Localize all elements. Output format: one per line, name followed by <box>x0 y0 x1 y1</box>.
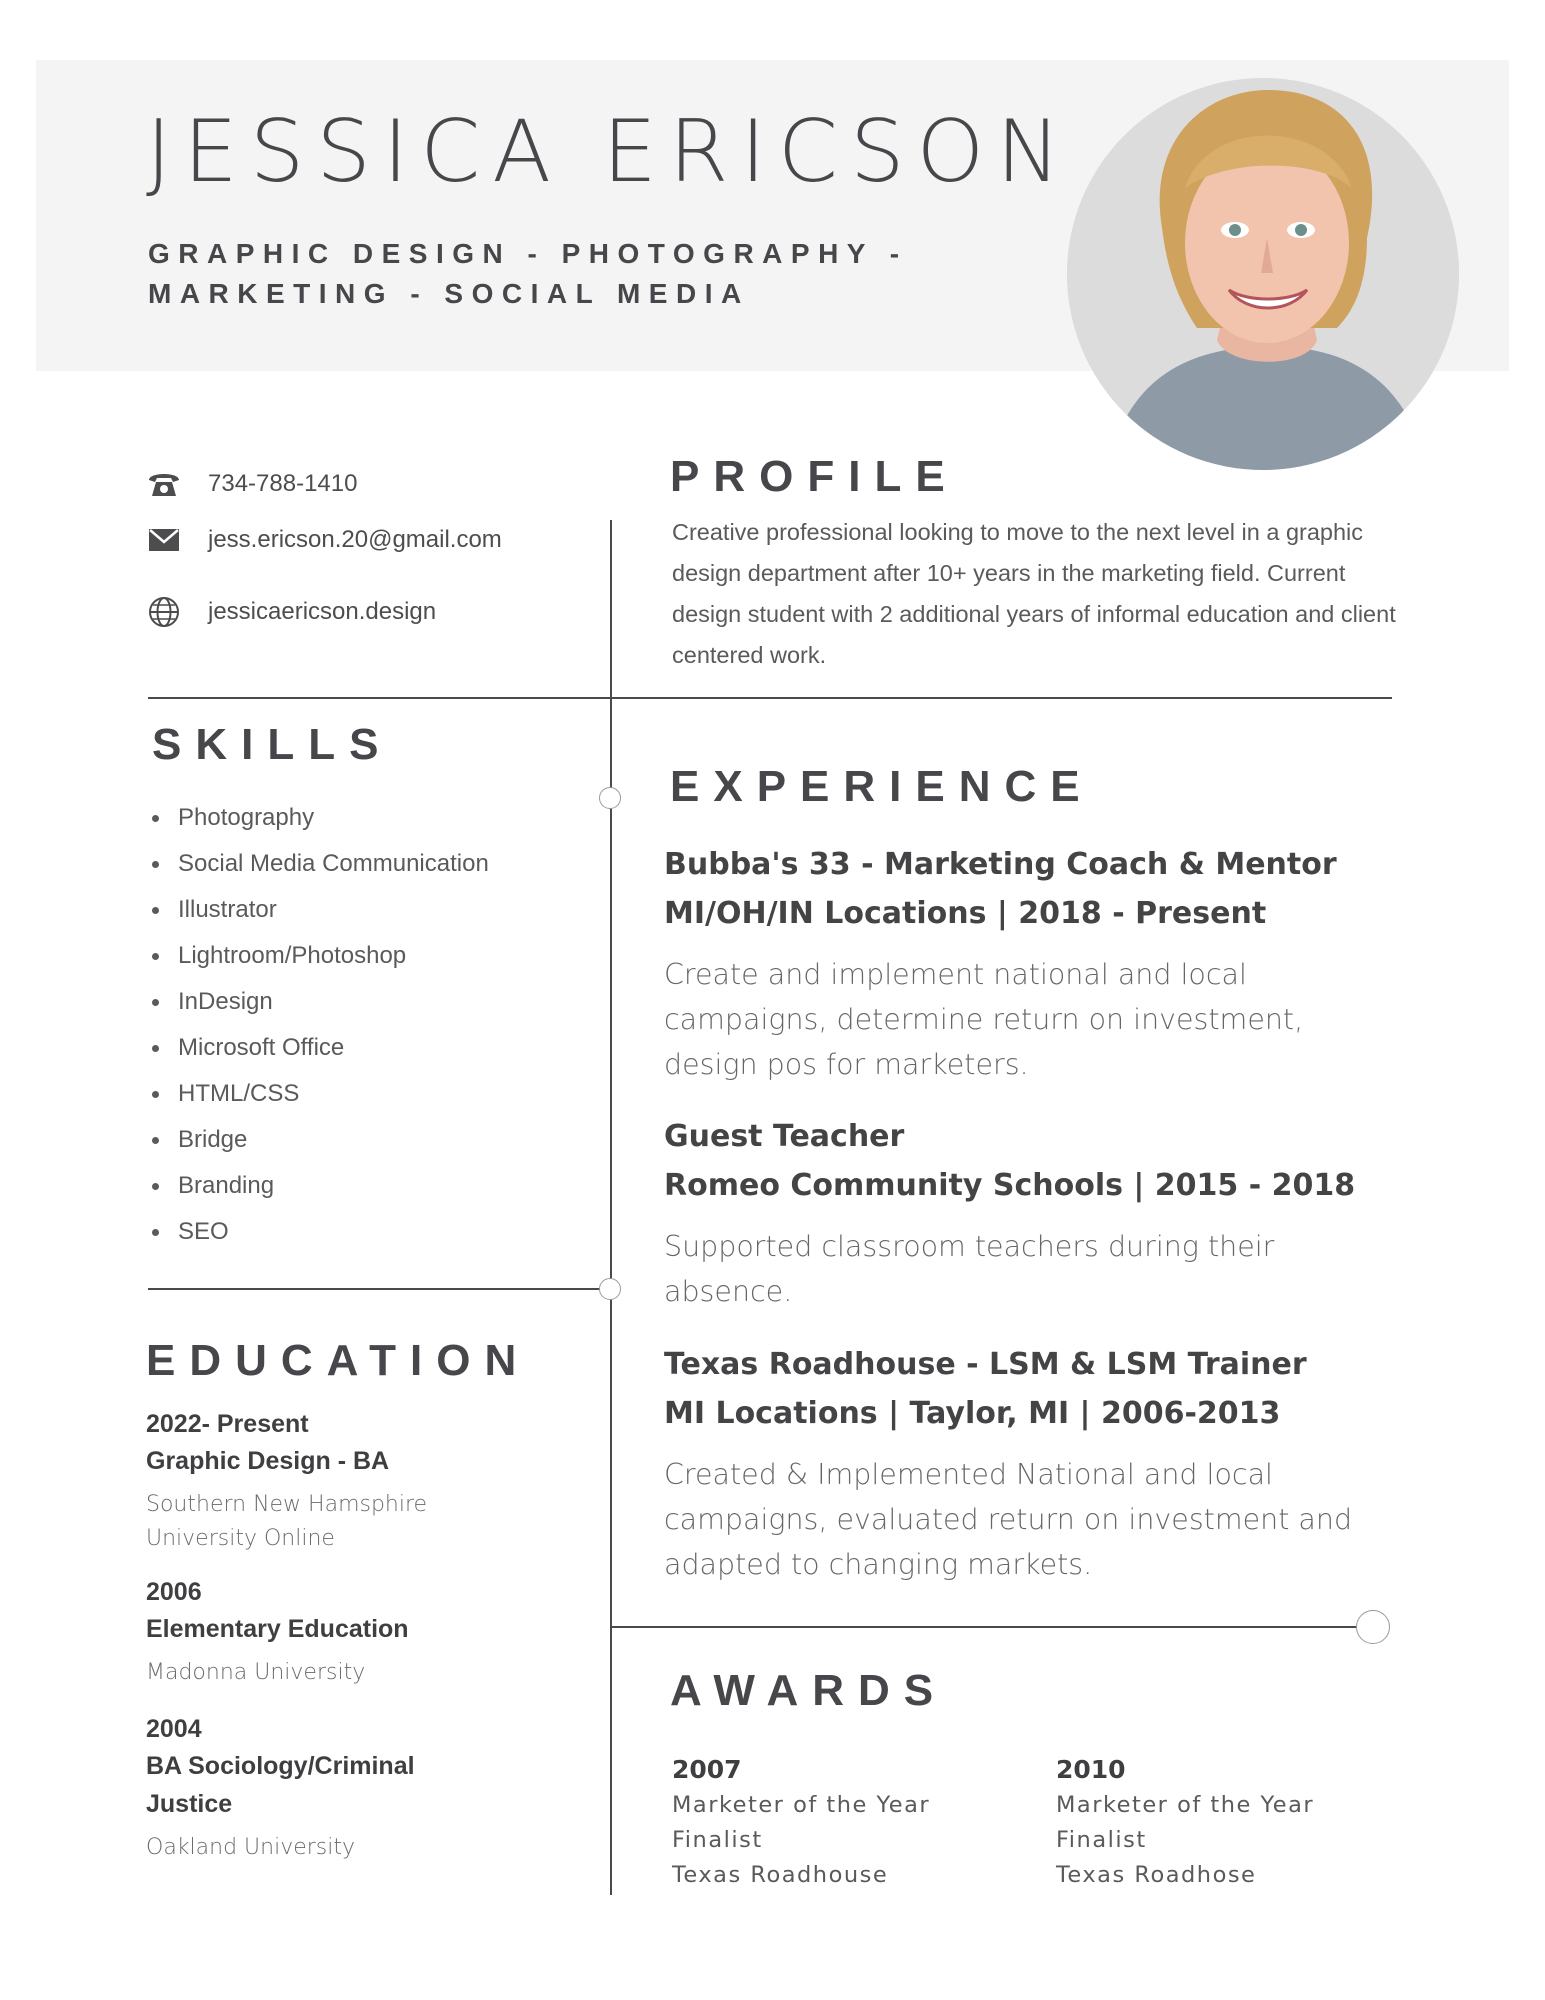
award-title: Marketer of the Year <box>672 1792 931 1818</box>
job-description: Create and implement national and local campaigns, determine return on investment, design pos for marketers. <box>664 958 1304 1081</box>
experience-heading: EXPERIENCE <box>670 762 1094 811</box>
job-description: Created & Implemented National and local campaigns, evaluated return on investment and adapted to changing markets. <box>664 1458 1353 1581</box>
timeline-dot <box>1356 1610 1390 1644</box>
tagline <box>148 234 968 314</box>
award-entry <box>672 1752 1012 1893</box>
skill-item: Social Media Communication <box>152 846 489 892</box>
job-location: Romeo Community Schools | 2015 - 2018 <box>664 1168 1356 1203</box>
education-entry <box>146 1406 586 1556</box>
education-degree: Elementary Education <box>146 1615 409 1643</box>
skill-item: InDesign <box>152 984 489 1030</box>
timeline-dot <box>599 1278 621 1300</box>
skills-heading: SKILLS <box>152 720 393 769</box>
job-title: Bubba's 33 - Marketing Coach & Mentor <box>664 847 1337 882</box>
award-organization: Texas Roadhouse <box>672 1862 889 1888</box>
profile-photo <box>1067 78 1459 470</box>
job-title: Guest Teacher <box>664 1119 905 1154</box>
skills-list <box>152 800 489 1260</box>
email-address[interactable]: jess.ericson.20@gmail.com <box>208 526 502 553</box>
skills-rule <box>148 1288 606 1290</box>
education-school: Madonna University <box>146 1660 366 1685</box>
education-degree: Graphic Design - BA <box>146 1447 390 1475</box>
awards-heading: AWARDS <box>670 1666 948 1715</box>
award-year: 2007 <box>672 1755 742 1784</box>
portrait-illustration <box>1067 78 1459 470</box>
award-year: 2010 <box>1056 1755 1126 1784</box>
award-title: Marketer of the Year <box>1056 1792 1315 1818</box>
education-entry <box>146 1711 586 1865</box>
column-divider <box>610 520 612 1895</box>
contact-website <box>146 594 436 630</box>
tagline-line-2: MARKETING - SOCIAL MEDIA <box>148 278 750 309</box>
profile-summary: Creative professional looking to move to the next level in a graphic design department after 10+ years in the marketing field. Current design student with 2 additional years of informal education and client centered work. <box>672 519 1396 668</box>
job-location: MI/OH/IN Locations | 2018 - Present <box>664 896 1267 931</box>
education-year: 2006 <box>146 1578 202 1606</box>
award-status: Finalist <box>672 1827 763 1853</box>
skill-item: Bridge <box>152 1122 489 1168</box>
website-url[interactable]: jessicaericson.design <box>208 598 437 625</box>
skill-item: Photography <box>152 800 489 846</box>
education-degree: BA Sociology/Criminal Justice <box>146 1752 415 1818</box>
education-school: Southern New Hamsphire University Online <box>146 1492 428 1551</box>
education-school: Oakland University <box>146 1835 356 1860</box>
education-year: 2004 <box>146 1715 202 1743</box>
education-entry <box>146 1574 586 1690</box>
contact-phone <box>146 466 357 502</box>
skill-item: Lightroom/Photoshop <box>152 938 489 984</box>
timeline-dot <box>599 787 621 809</box>
phone-icon <box>146 466 182 502</box>
candidate-name: JESSICA ERICSON <box>146 102 1073 202</box>
job-description: Supported classroom teachers during their absence. <box>664 1230 1275 1308</box>
experience-entry <box>664 1112 1444 1314</box>
award-entry <box>1056 1752 1396 1893</box>
experience-entry <box>664 840 1444 1087</box>
skill-item: Illustrator <box>152 892 489 938</box>
award-organization: Texas Roadhose <box>1056 1862 1257 1888</box>
skill-item: HTML/CSS <box>152 1076 489 1122</box>
profile-heading: PROFILE <box>670 452 959 501</box>
award-status: Finalist <box>1056 1827 1147 1853</box>
globe-icon <box>146 594 182 630</box>
education-year: 2022- Present <box>146 1410 309 1438</box>
job-location: MI Locations | Taylor, MI | 2006-2013 <box>664 1396 1281 1431</box>
tagline-line-1: GRAPHIC DESIGN - PHOTOGRAPHY - <box>148 238 908 269</box>
education-heading: EDUCATION <box>146 1336 531 1385</box>
job-title: Texas Roadhouse - LSM & LSM Trainer <box>664 1347 1307 1382</box>
experience-rule <box>610 1626 1358 1628</box>
skill-item: SEO <box>152 1214 489 1260</box>
skill-item: Branding <box>152 1168 489 1214</box>
experience-entry <box>664 1340 1444 1587</box>
envelope-icon <box>146 522 182 558</box>
contact-email <box>146 522 502 558</box>
phone-number: 734-788-1410 <box>208 470 358 497</box>
profile-rule <box>148 697 1392 699</box>
skill-item: Microsoft Office <box>152 1030 489 1076</box>
